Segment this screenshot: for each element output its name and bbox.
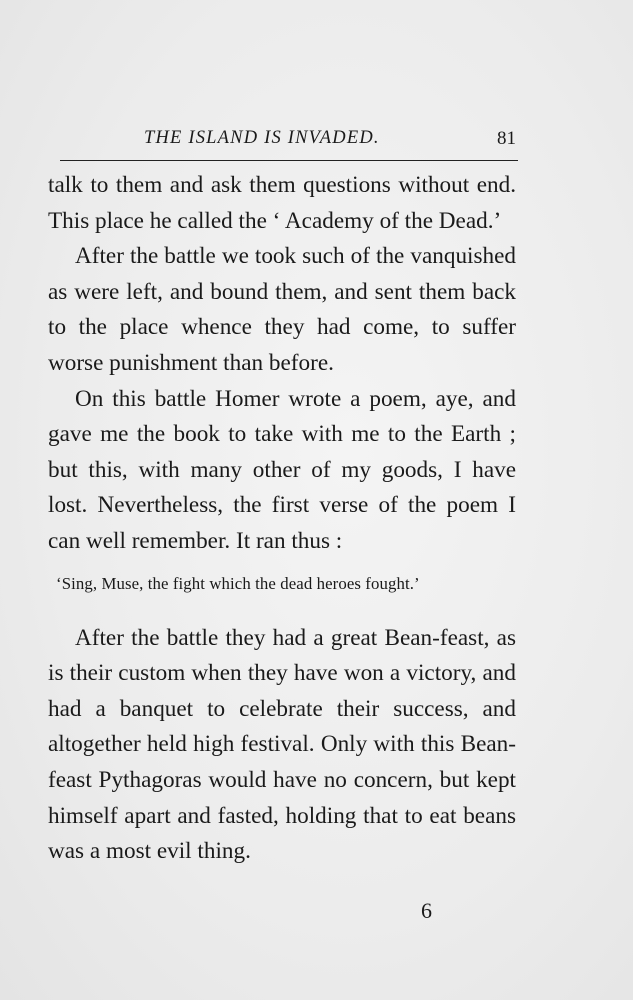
verse-quote: ‘Sing, Muse, the fight which the dead heroes fought.’ (56, 573, 420, 593)
header-rule (60, 160, 518, 161)
body-text (48, 168, 516, 870)
paragraph: After the battle they had a great Bean-feast, as is their custom when they have won a victory, and had a banquet to celebrate their success, and altogether held high festival. Only with this Bean-feast Pythagoras would have no concern, but kept himself apart and fasted, holding that to eat beans was a most evil thing. (48, 624, 516, 865)
page-number: 81 (497, 128, 516, 149)
running-title: THE ISLAND IS INVADED. (144, 128, 380, 148)
paragraph: After the battle we took such of the vanquished as were left, and bound them, and sent them back to the place whence they had come, to suffer worse punishment than before. (48, 243, 516, 376)
paragraph-continued: talk to them and ask them questions without end. This place he called the ‘ Academy of the Dead.’ (48, 172, 516, 234)
signature-mark: 6 (421, 898, 432, 923)
paragraph: On this battle Homer wrote a poem, aye, and gave me the book to take with me to the Earth ; but this, with many other of my goods, I have lost. Nevertheless, the first verse of the poem I can well remember. It ran thus : (48, 385, 516, 554)
running-head (48, 128, 518, 158)
